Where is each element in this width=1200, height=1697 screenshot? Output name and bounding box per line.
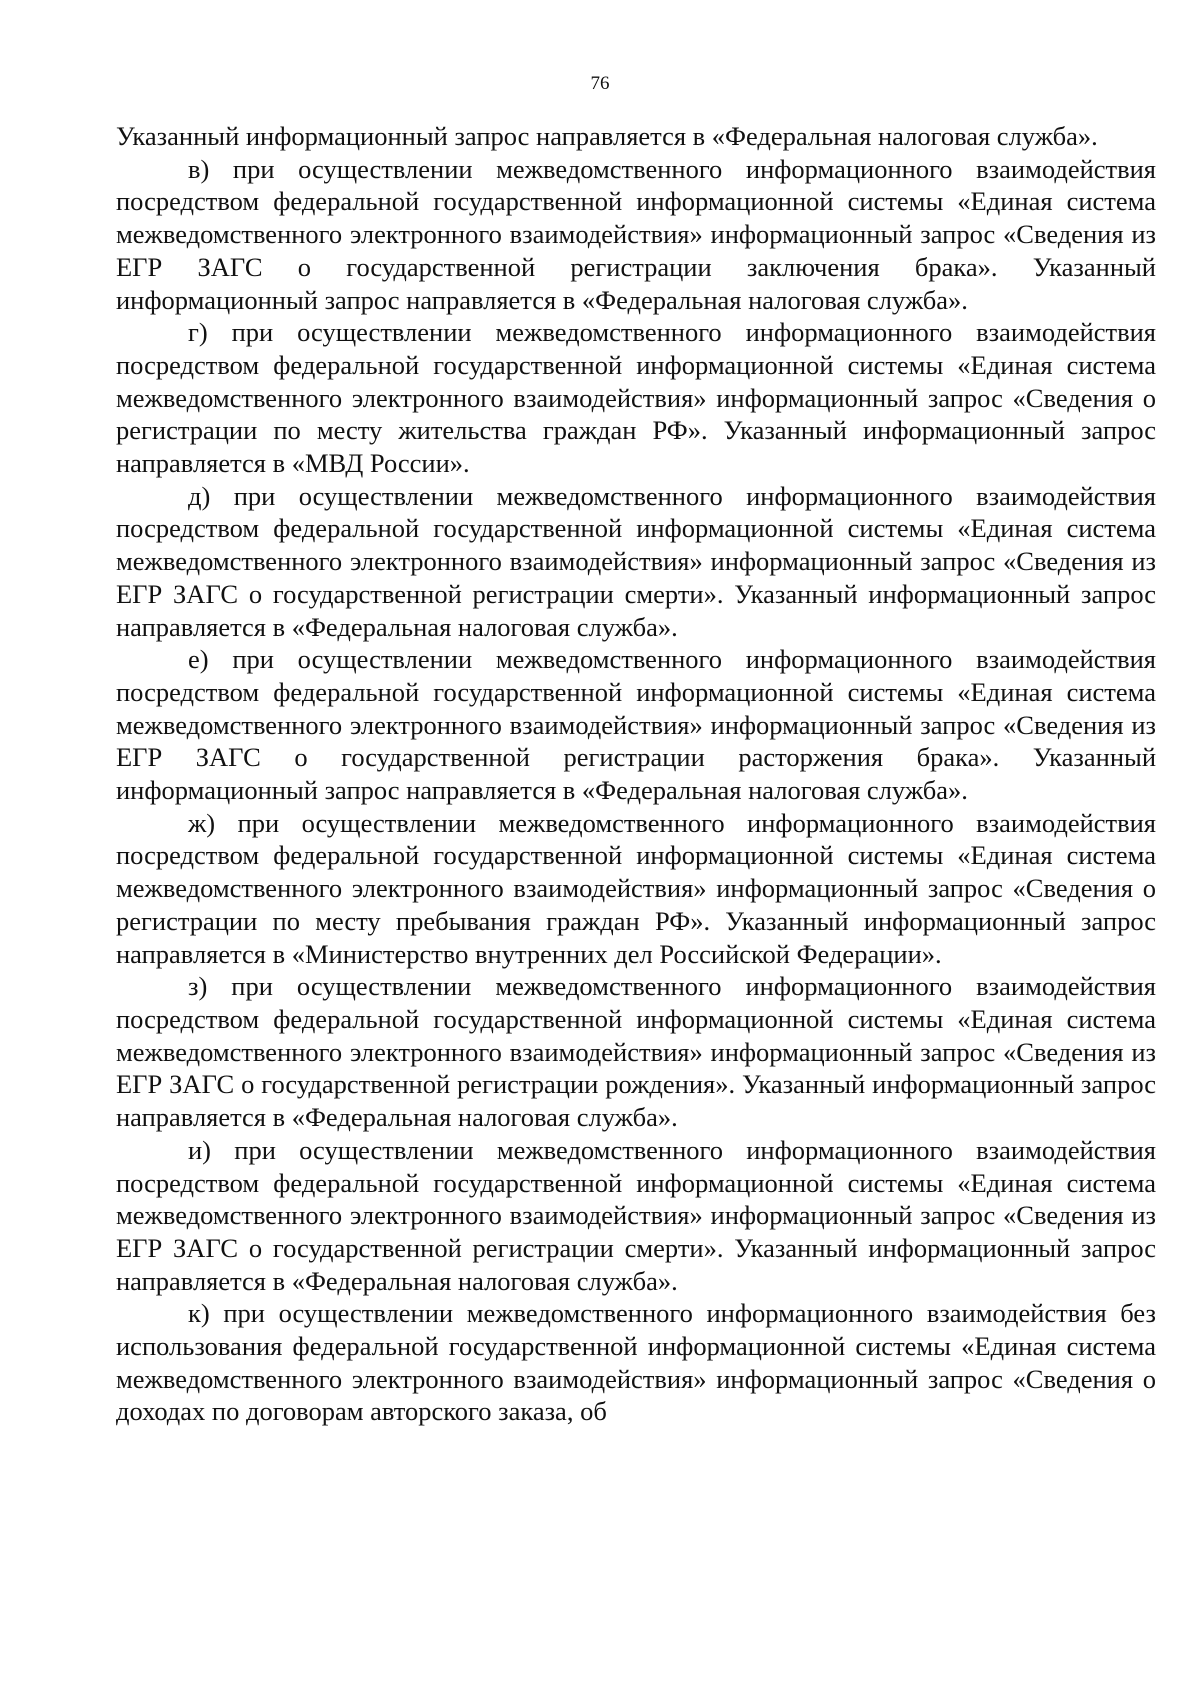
page-number: 76	[590, 73, 610, 94]
paragraph-item-k: к) при осуществлении межведомственного информационного взаимодействия без использования федеральной государственной информационной системы «Единая система межведомственного электронного взаимодействия» информационный запрос «Сведения о доходах по договорам авторского заказа, об	[116, 1298, 1156, 1427]
paragraph-continuation: Указанный информационный запрос направляется в «Федеральная налоговая служба».	[116, 121, 1098, 151]
paragraph-item-zh: ж) при осуществлении межведомственного информационного взаимодействия посредством федеральной государственной информационной системы «Единая система межведомственного электронного взаимодействия» информационный запрос «Сведения о регистрации по месту пребывания граждан РФ». Указанный информационный запрос направляется в «Министерство внутренних дел Российской Федерации».	[116, 807, 1156, 969]
paragraph-item-v: в) при осуществлении межведомственного информационного взаимодействия посредством федеральной государственной информационной системы «Единая система межведомственного электронного взаимодействия» информационный запрос «Сведения из ЕГР ЗАГС о государственной регистрации заключения брака». Указанный информационный запрос направляется в «Федеральная налоговая служба».	[116, 153, 1156, 315]
paragraph-item-e: е) при осуществлении межведомственного информационного взаимодействия посредством федеральной государственной информационной системы «Единая система межведомственного электронного взаимодействия» информационный запрос «Сведения из ЕГР ЗАГС о государственной регистрации расторжения брака». Указанный информационный запрос направляется в «Федеральная налоговая служба».	[116, 644, 1156, 806]
paragraph-item-d: д) при осуществлении межведомственного информационного взаимодействия посредством федеральной государственной информационной системы «Единая система межведомственного электронного взаимодействия» информационный запрос «Сведения из ЕГР ЗАГС о государственной регистрации смерти». Указанный информационный запрос направляется в «Федеральная налоговая служба».	[116, 480, 1156, 642]
document-body	[116, 120, 1156, 1428]
paragraph-item-i: и) при осуществлении межведомственного информационного взаимодействия посредством федеральной государственной информационной системы «Единая система межведомственного электронного взаимодействия» информационный запрос «Сведения из ЕГР ЗАГС о государственной регистрации смерти». Указанный информационный запрос направляется в «Федеральная налоговая служба».	[116, 1134, 1156, 1296]
paragraph-item-z: з) при осуществлении межведомственного информационного взаимодействия посредством федеральной государственной информационной системы «Единая система межведомственного электронного взаимодействия» информационный запрос «Сведения из ЕГР ЗАГС о государственной регистрации рождения». Указанный информационный запрос направляется в «Федеральная налоговая служба».	[116, 971, 1156, 1133]
paragraph-item-g: г) при осуществлении межведомственного информационного взаимодействия посредством федеральной государственной информационной системы «Единая система межведомственного электронного взаимодействия» информационный запрос «Сведения о регистрации по месту жительства граждан РФ». Указанный информационный запрос направляется в «МВД России».	[116, 317, 1156, 479]
